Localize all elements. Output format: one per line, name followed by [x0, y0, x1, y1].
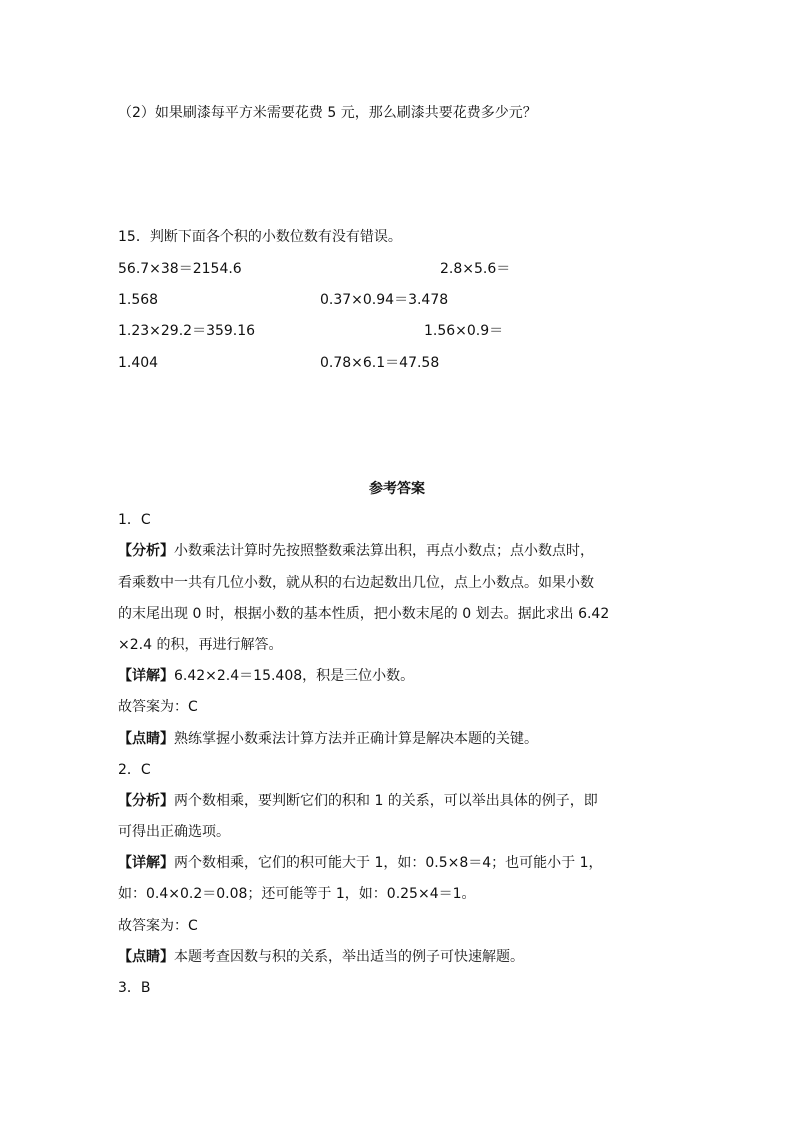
answer-3-head: 3．B [118, 980, 151, 996]
question-15-row1-right: 2.8×5.6＝ [440, 261, 511, 277]
answer-2-detail-line-1 [118, 853, 603, 873]
answer-1-analysis-line-4: ×2.4 的积，再进行解答。 [118, 637, 283, 653]
question-15-prompt: 15．判断下面各个积的小数位数有没有错误。 [118, 229, 402, 245]
question-15-row4-left: 1.404 [118, 355, 159, 371]
question-14-part-2: （2）如果刷漆每平方米需要花费 5 元，那么刷漆共要花费多少元？ [118, 105, 537, 121]
answer-2-point [118, 947, 524, 967]
detail-tag: 【详解】 [118, 855, 174, 871]
question-15-row2-left: 1.568 [118, 292, 159, 308]
answer-1-analysis-line-3: 的末尾出现 0 时，根据小数的基本性质，把小数末尾的 0 划去。据此求出 6.42 [118, 606, 610, 622]
answer-1-point [118, 729, 538, 749]
analysis-text: 小数乘法计算时先按照整数乘法算出积，再点小数点；点小数点时， [174, 543, 594, 559]
question-15-row1-left: 56.7×38＝2154.6 [118, 261, 242, 277]
detail-text: 6.42×2.4＝15.408，积是三位小数。 [174, 668, 415, 684]
answers-title: 参考答案 [369, 481, 425, 497]
answer-1-conclusion: 故答案为：C [118, 699, 198, 715]
question-15-row3-left: 1.23×29.2＝359.16 [118, 323, 256, 339]
answer-2-analysis-line-1 [118, 791, 598, 811]
point-text: 本题考查因数与积的关系，举出适当的例子可快速解题。 [174, 949, 524, 965]
answer-1-analysis-line-1 [118, 541, 594, 561]
question-15-row2-right: 0.37×0.94＝3.478 [320, 292, 449, 308]
analysis-tag: 【分析】 [118, 793, 174, 809]
point-tag: 【点睛】 [118, 731, 174, 747]
answer-1-head: 1．C [118, 512, 151, 528]
detail-tag: 【详解】 [118, 668, 174, 684]
analysis-tag: 【分析】 [118, 543, 174, 559]
detail-text: 两个数相乘，它们的积可能大于 1，如：0.5×8＝4；也可能小于 1， [174, 855, 603, 871]
analysis-text: 两个数相乘，要判断它们的积和 1 的关系，可以举出具体的例子，即 [174, 793, 598, 809]
answer-2-analysis-line-2: 可得出正确选项。 [118, 824, 230, 840]
answer-2-detail-line-2: 如：0.4×0.2＝0.08；还可能等于 1，如：0.25×4＝1。 [118, 886, 476, 902]
question-15-row3-right: 1.56×0.9＝ [424, 323, 504, 339]
point-tag: 【点睛】 [118, 949, 174, 965]
answer-2-head: 2．C [118, 762, 151, 778]
question-15-row4-right: 0.78×6.1＝47.58 [320, 355, 440, 371]
answer-1-analysis-line-2: 看乘数中一共有几位小数，就从积的右边起数出几位，点上小数点。如果小数 [118, 575, 594, 591]
point-text: 熟练掌握小数乘法计算方法并正确计算是解决本题的关键。 [174, 731, 538, 747]
answer-1-detail [118, 666, 414, 686]
answer-2-conclusion: 故答案为：C [118, 918, 198, 934]
